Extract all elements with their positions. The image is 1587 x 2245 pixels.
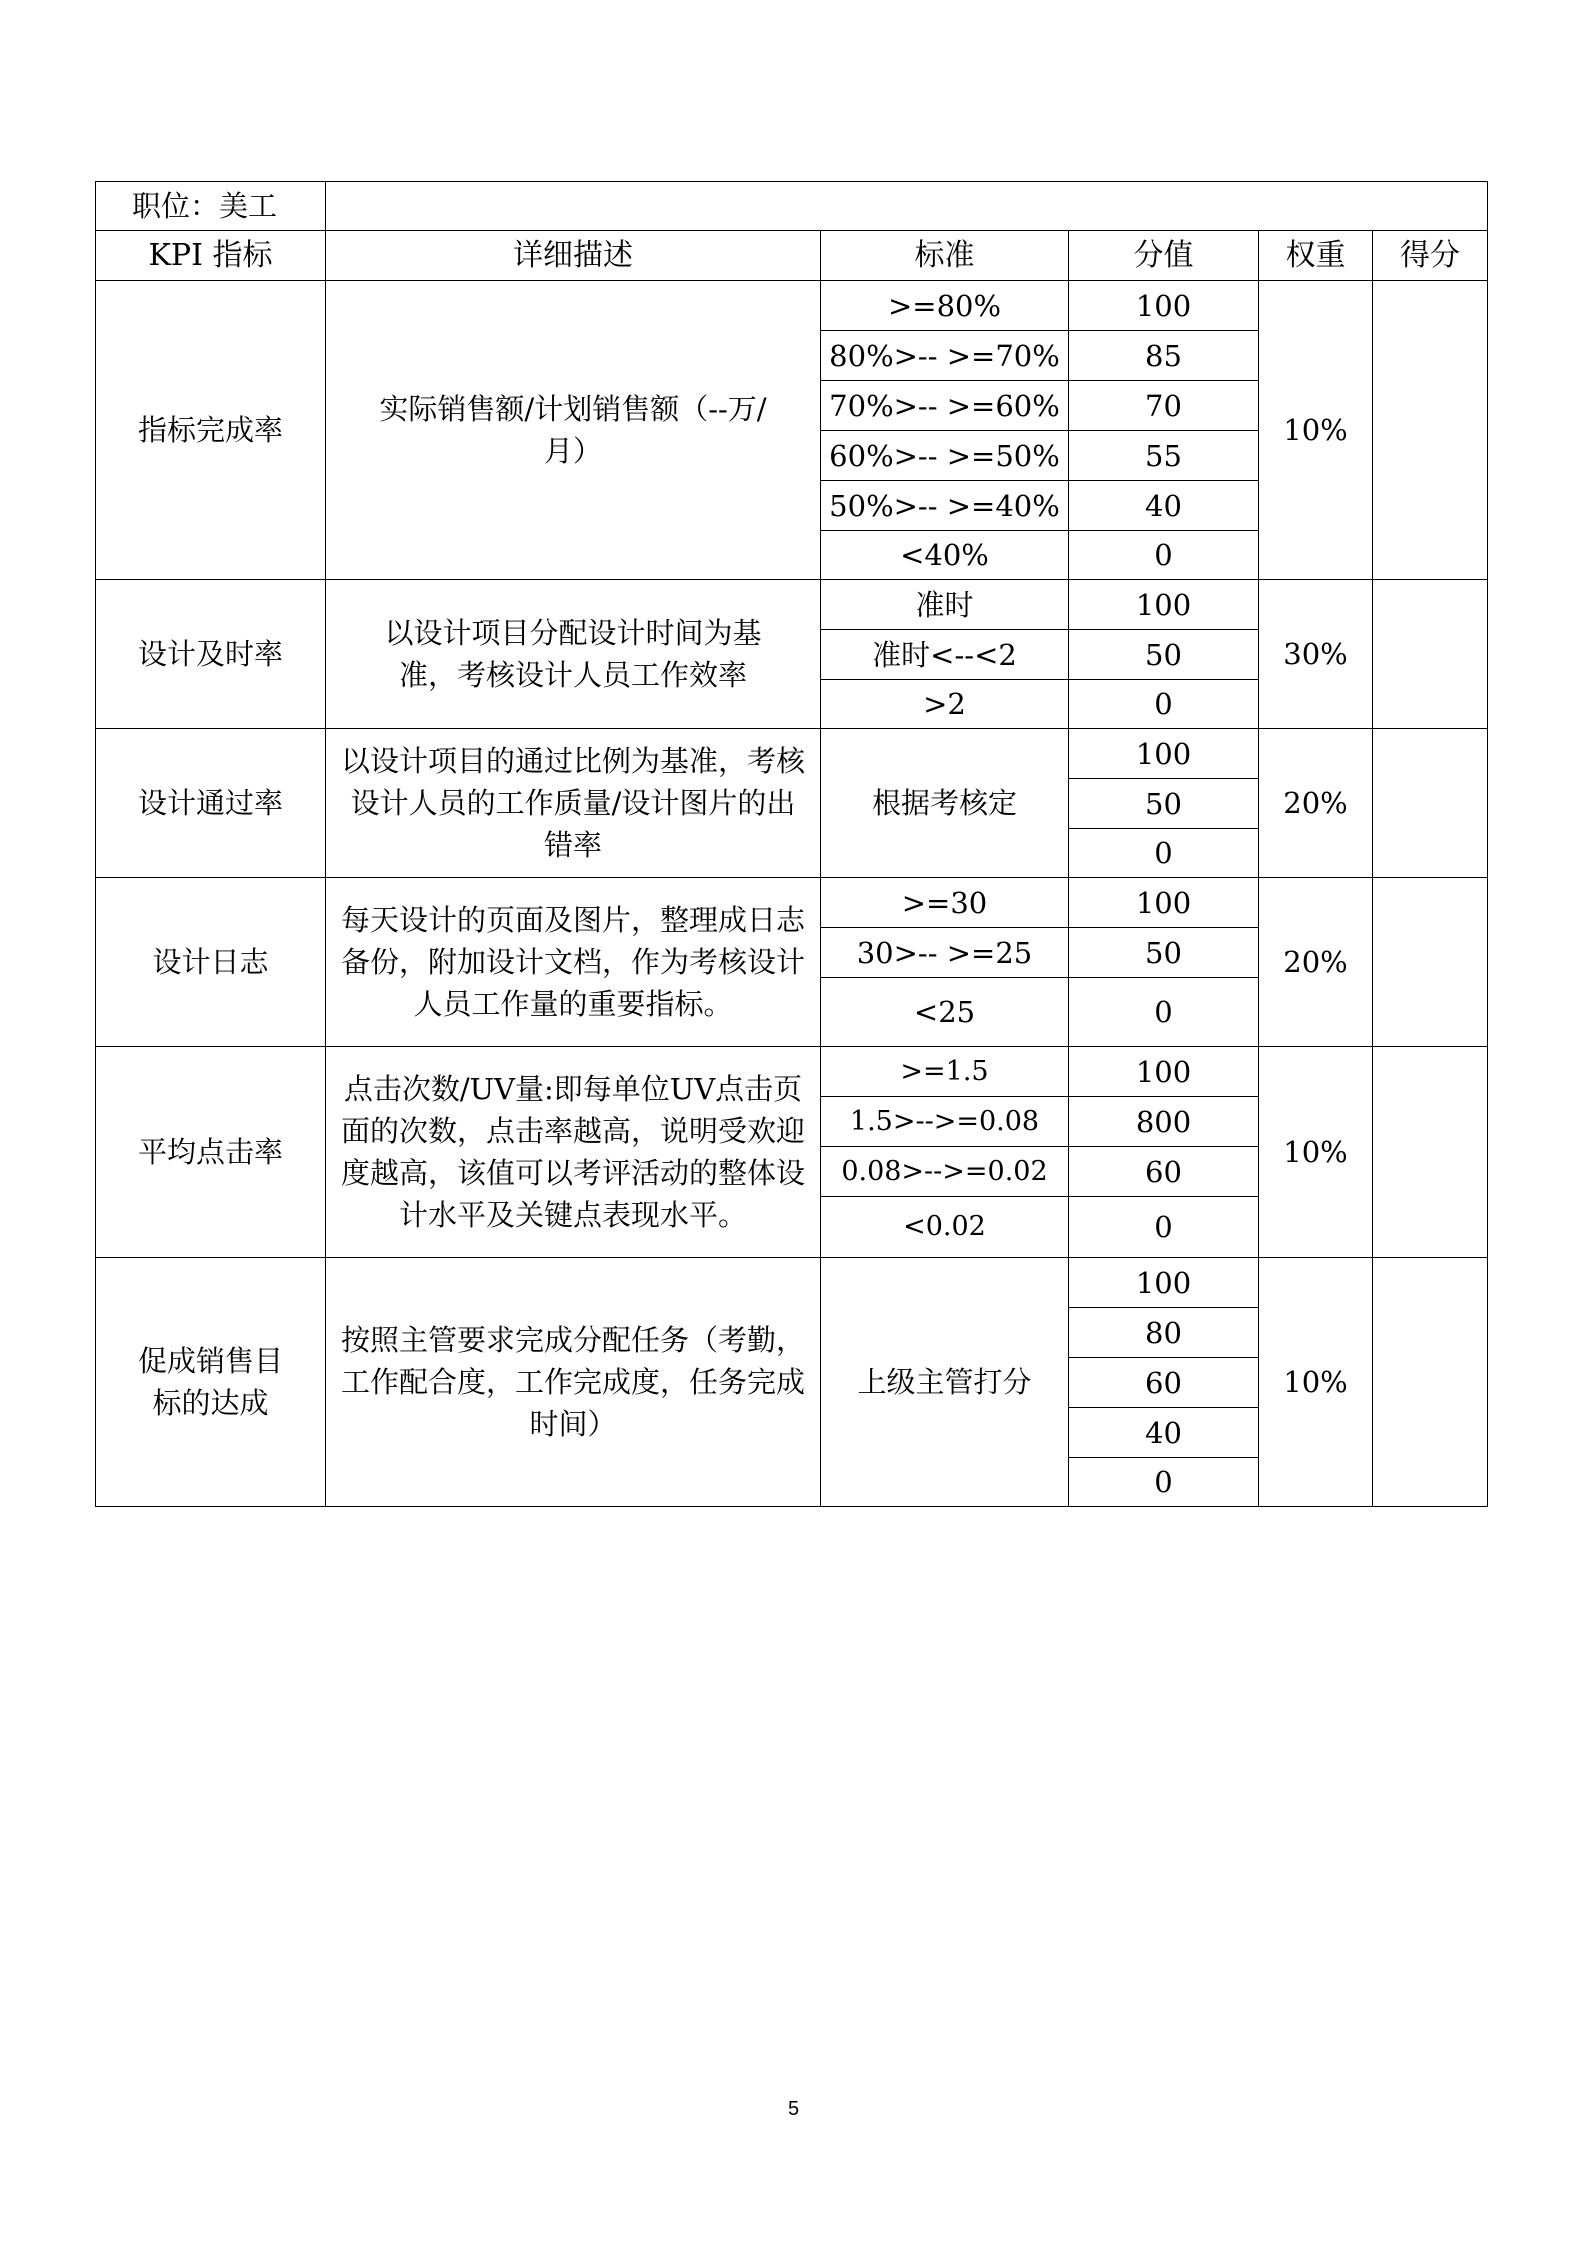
score-cell: 0: [1069, 1458, 1259, 1507]
score-cell: 800: [1069, 1097, 1259, 1147]
score-cell: 100: [1069, 729, 1259, 779]
standard-cell: >2: [821, 680, 1069, 729]
header-kpi: KPI 指标: [96, 231, 326, 281]
kpi-name: 指标完成率: [96, 281, 326, 580]
score-cell: 0: [1069, 680, 1259, 729]
kpi-name: [96, 1258, 326, 1507]
kpi-description-text: 按照主管要求完成分配任务（考勤，工作配合度，工作完成度，任务完成时间）: [340, 1323, 805, 1441]
score-cell: 50: [1069, 928, 1259, 978]
kpi-description-text: 以设计项目分配设计时间为基准，考核设计人员工作效率: [384, 616, 762, 692]
weight-cell: 20%: [1259, 729, 1373, 878]
kpi-description: [326, 729, 821, 878]
score-cell: 55: [1069, 431, 1259, 481]
score-cell: 50: [1069, 779, 1259, 829]
standard-cell: 准时<--<2: [821, 630, 1069, 680]
standard-cell: 80%>-- >=70%: [821, 331, 1069, 381]
standard-cell: 准时: [821, 580, 1069, 630]
score-cell: 100: [1069, 878, 1259, 928]
standard-cell: <0.02: [821, 1197, 1069, 1258]
score-cell: 85: [1069, 331, 1259, 381]
score-cell: 80: [1069, 1308, 1259, 1358]
score-cell: 0: [1069, 1197, 1259, 1258]
result-cell: [1373, 580, 1488, 729]
weight-cell: 30%: [1259, 580, 1373, 729]
kpi-description-text: 以设计项目的通过比例为基准，考核设计人员的工作质量/设计图片的出错率: [340, 744, 805, 862]
score-cell: 70: [1069, 381, 1259, 431]
score-cell: 100: [1069, 1258, 1259, 1308]
kpi-name: 设计日志: [96, 878, 326, 1047]
kpi-name: 设计及时率: [96, 580, 326, 729]
position-label: 职位：美工: [96, 182, 326, 231]
position-value-cell: [326, 182, 1488, 231]
score-cell: 40: [1069, 1408, 1259, 1458]
standard-cell: 60%>-- >=50%: [821, 431, 1069, 481]
result-cell: [1373, 729, 1488, 878]
standard-cell: 1.5>-->=0.08: [821, 1097, 1069, 1147]
standard-cell: >=30: [821, 878, 1069, 928]
standard-cell: >=80%: [821, 281, 1069, 331]
kpi-description: [326, 1047, 821, 1258]
standard-cell: <25: [821, 978, 1069, 1047]
page-number: 5: [787, 2098, 800, 2120]
kpi-description: [326, 1258, 821, 1507]
standard-cell: 70%>-- >=60%: [821, 381, 1069, 431]
weight-cell: 10%: [1259, 1258, 1373, 1507]
kpi-description: [326, 580, 821, 729]
score-cell: 0: [1069, 531, 1259, 580]
kpi-table: [95, 181, 1488, 1507]
kpi-description-text: 实际销售额/计划销售额（--万/月）: [379, 392, 767, 468]
header-standard: 标准: [821, 231, 1069, 281]
score-cell: 100: [1069, 580, 1259, 630]
standard-cell: 上级主管打分: [821, 1258, 1069, 1507]
score-cell: 100: [1069, 281, 1259, 331]
standard-cell: <40%: [821, 531, 1069, 580]
header-result: 得分: [1373, 231, 1488, 281]
kpi-description-text: 每天设计的页面及图片，整理成日志备份，附加设计文档，作为考核设计人员工作量的重要指标。: [340, 903, 805, 1021]
kpi-name: 平均点击率: [96, 1047, 326, 1258]
standard-cell: 根据考核定: [821, 729, 1069, 878]
score-cell: 50: [1069, 630, 1259, 680]
header-score: 分值: [1069, 231, 1259, 281]
score-cell: 0: [1069, 829, 1259, 878]
weight-cell: 10%: [1259, 281, 1373, 580]
score-cell: 100: [1069, 1047, 1259, 1097]
standard-cell: 30>-- >=25: [821, 928, 1069, 978]
kpi-description-text: 点击次数/UV量:即每单位UV点击页面的次数，点击率越高，说明受欢迎度越高，该值可以考评活动的整体设计水平及关键点表现水平。: [340, 1072, 805, 1232]
score-cell: 60: [1069, 1358, 1259, 1408]
score-cell: 60: [1069, 1147, 1259, 1197]
kpi-description: [326, 878, 821, 1047]
weight-cell: 10%: [1259, 1047, 1373, 1258]
kpi-name-text: 促成销售目标的达成: [137, 1344, 283, 1420]
score-cell: 40: [1069, 481, 1259, 531]
result-cell: [1373, 1258, 1488, 1507]
result-cell: [1373, 1047, 1488, 1258]
weight-cell: 20%: [1259, 878, 1373, 1047]
header-weight: 权重: [1259, 231, 1373, 281]
kpi-name: 设计通过率: [96, 729, 326, 878]
standard-cell: 0.08>-->=0.02: [821, 1147, 1069, 1197]
standard-cell: 50%>-- >=40%: [821, 481, 1069, 531]
result-cell: [1373, 281, 1488, 580]
standard-cell: >=1.5: [821, 1047, 1069, 1097]
score-cell: 0: [1069, 978, 1259, 1047]
kpi-description: [326, 281, 821, 580]
header-description: 详细描述: [326, 231, 821, 281]
result-cell: [1373, 878, 1488, 1047]
